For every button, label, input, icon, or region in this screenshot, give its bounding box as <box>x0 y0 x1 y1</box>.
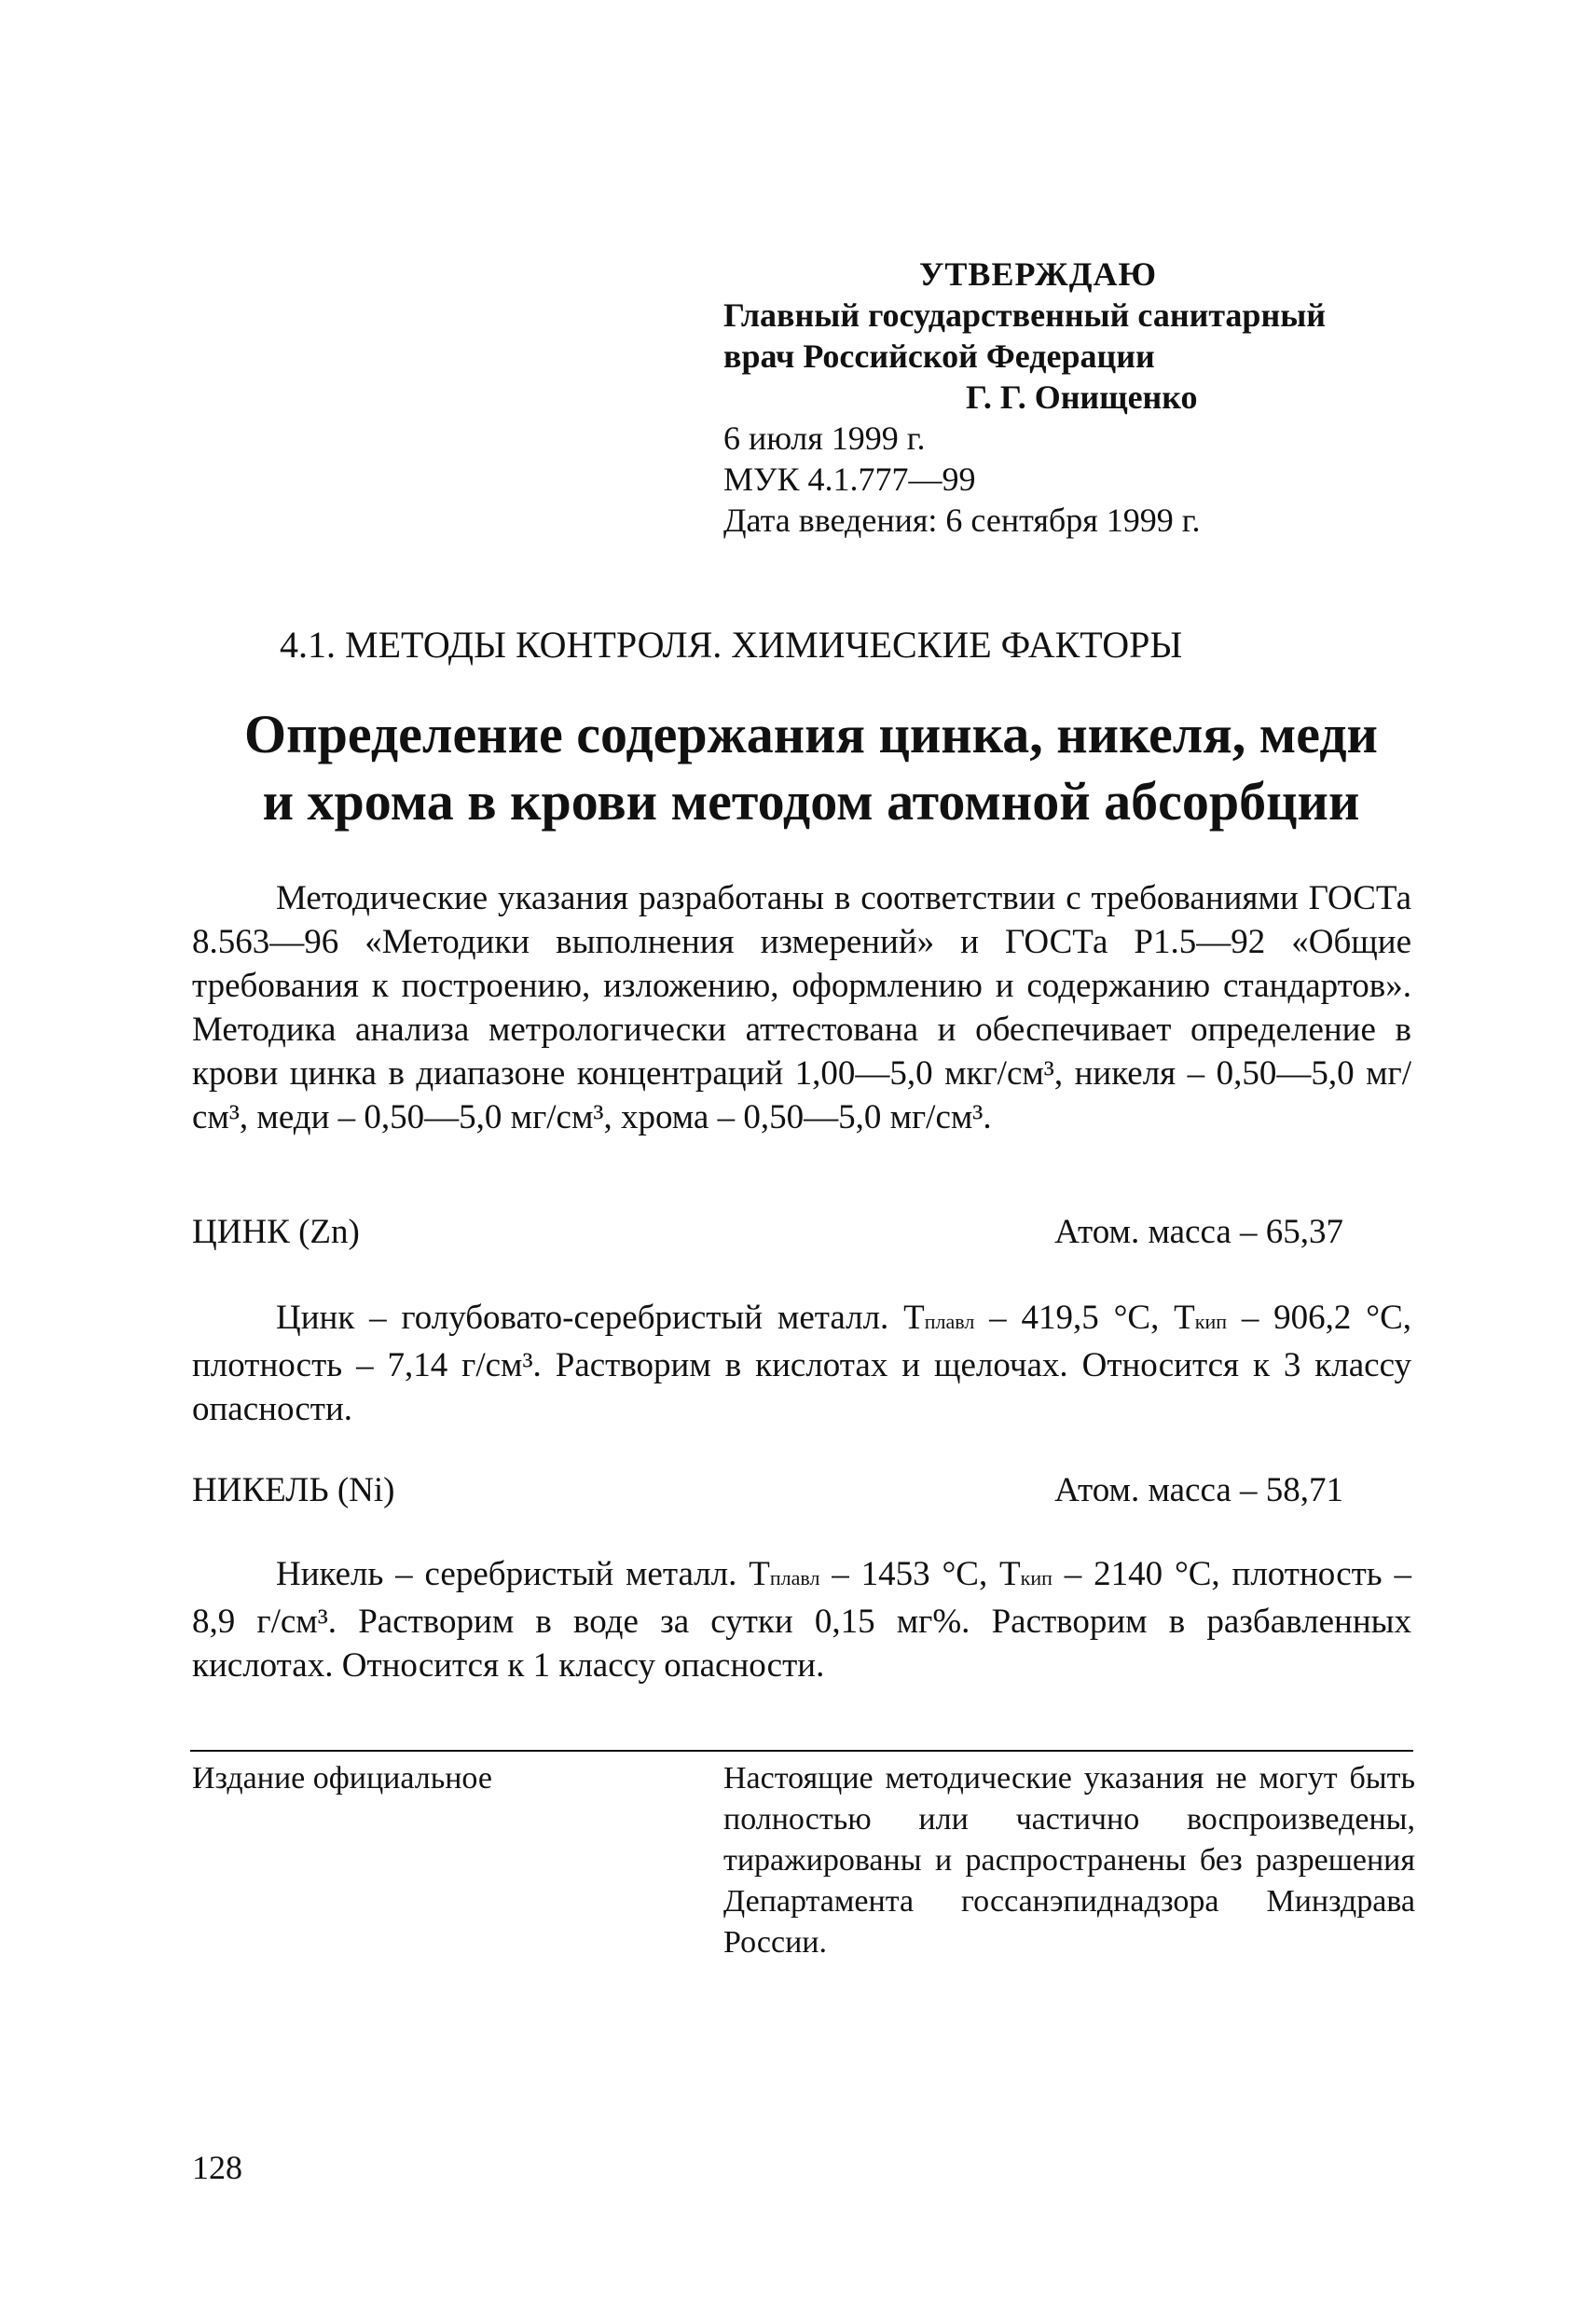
zinc-paragraph <box>192 1296 1411 1431</box>
zinc-boil-subscript: кип <box>1194 1310 1228 1333</box>
title-line1: Определение содержания цинка, никеля, меди <box>244 704 1378 764</box>
zinc-heading <box>192 1210 1343 1254</box>
nickel-text-part1: Никель – серебристый металл. T <box>276 1555 770 1593</box>
nickel-atomic-mass: Атом. масса – 58,71 <box>1054 1471 1343 1509</box>
intro-paragraph: Методические указания разработаны в соответствии с требованиями ГОСТа 8.563—96 «Методики выполнения измерений» и ГОСТа Р1.5—92 «Общие требования к построению, изложению, оформлению и содержанию стандартов». Методика анализа метрологически аттестована и обеспечивает определение в крови цинка в диапазоне концентраций 1,00—5,0 мкг/см³, никеля – 0,50—5,0 мг/см³, меди – 0,50—5,0 мг/см³, хрома – 0,50—5,0 мг/см³. <box>192 879 1411 1136</box>
zinc-text-part2: – 419,5 °С, T <box>974 1299 1195 1337</box>
section-heading: 4.1. МЕТОДЫ КОНТРОЛЯ. ХИМИЧЕСКИЕ ФАКТОРЫ <box>280 624 1183 666</box>
copyright-notice: Настоящие методические указания не могут быть полностью или частично воспроизведены, тиражированы и распространены без разрешения Департамента госсанэпиднадзора Минздрава России. <box>723 1761 1415 1960</box>
zinc-melt-subscript: плавл <box>924 1310 975 1333</box>
footer-divider <box>190 1750 1413 1752</box>
nickel-name: НИКЕЛЬ (Ni) <box>192 1471 395 1509</box>
approval-position-line1: Главный государственный санитарный <box>723 296 1327 334</box>
nickel-heading <box>192 1468 1343 1512</box>
page-number: 128 <box>192 2149 242 2186</box>
nickel-boil-subscript: кип <box>1020 1566 1053 1590</box>
approval-heading: УТВЕРЖДАЮ <box>919 255 1158 293</box>
zinc-text-part1: Цинк – голубовато-серебристый металл. T <box>276 1299 925 1337</box>
footer-block <box>192 1758 1415 1963</box>
nickel-melt-subscript: плавл <box>769 1566 820 1590</box>
zinc-atomic-mass: Атом. масса – 65,37 <box>1054 1213 1343 1251</box>
zinc-name: ЦИНК (Zn) <box>192 1213 360 1251</box>
approval-position-line2: врач Российской Федерации <box>723 337 1155 375</box>
nickel-paragraph <box>192 1552 1411 1687</box>
document-title <box>205 701 1417 835</box>
document-code: МУК 4.1.777—99 <box>723 461 976 498</box>
effective-date: Дата введения: 6 сентября 1999 г. <box>723 502 1201 539</box>
nickel-text-part2: – 1453 °С, T <box>819 1555 1021 1593</box>
nickel-text-part3: – 2140 °С, плотность – 8,9 г/см³. Растворим в воде за сутки 0,15 мг%. Растворим в разбавленных кислотах. Относится к 1 классу опасности. <box>192 1555 1412 1685</box>
official-edition-label: Издание официальное <box>192 1761 492 1796</box>
title-line2: и хрома в крови методом атомной абсорбции <box>262 771 1360 832</box>
approval-signer: Г. Г. Онищенко <box>966 378 1198 416</box>
zinc-text-part3: – 906,2 °С, плотность – 7,14 г/см³. Растворим в кислотах и щелочах. Относится к 3 классу опасности. <box>192 1299 1411 1428</box>
approval-block <box>723 254 1451 541</box>
approval-date: 6 июля 1999 г. <box>723 420 926 457</box>
